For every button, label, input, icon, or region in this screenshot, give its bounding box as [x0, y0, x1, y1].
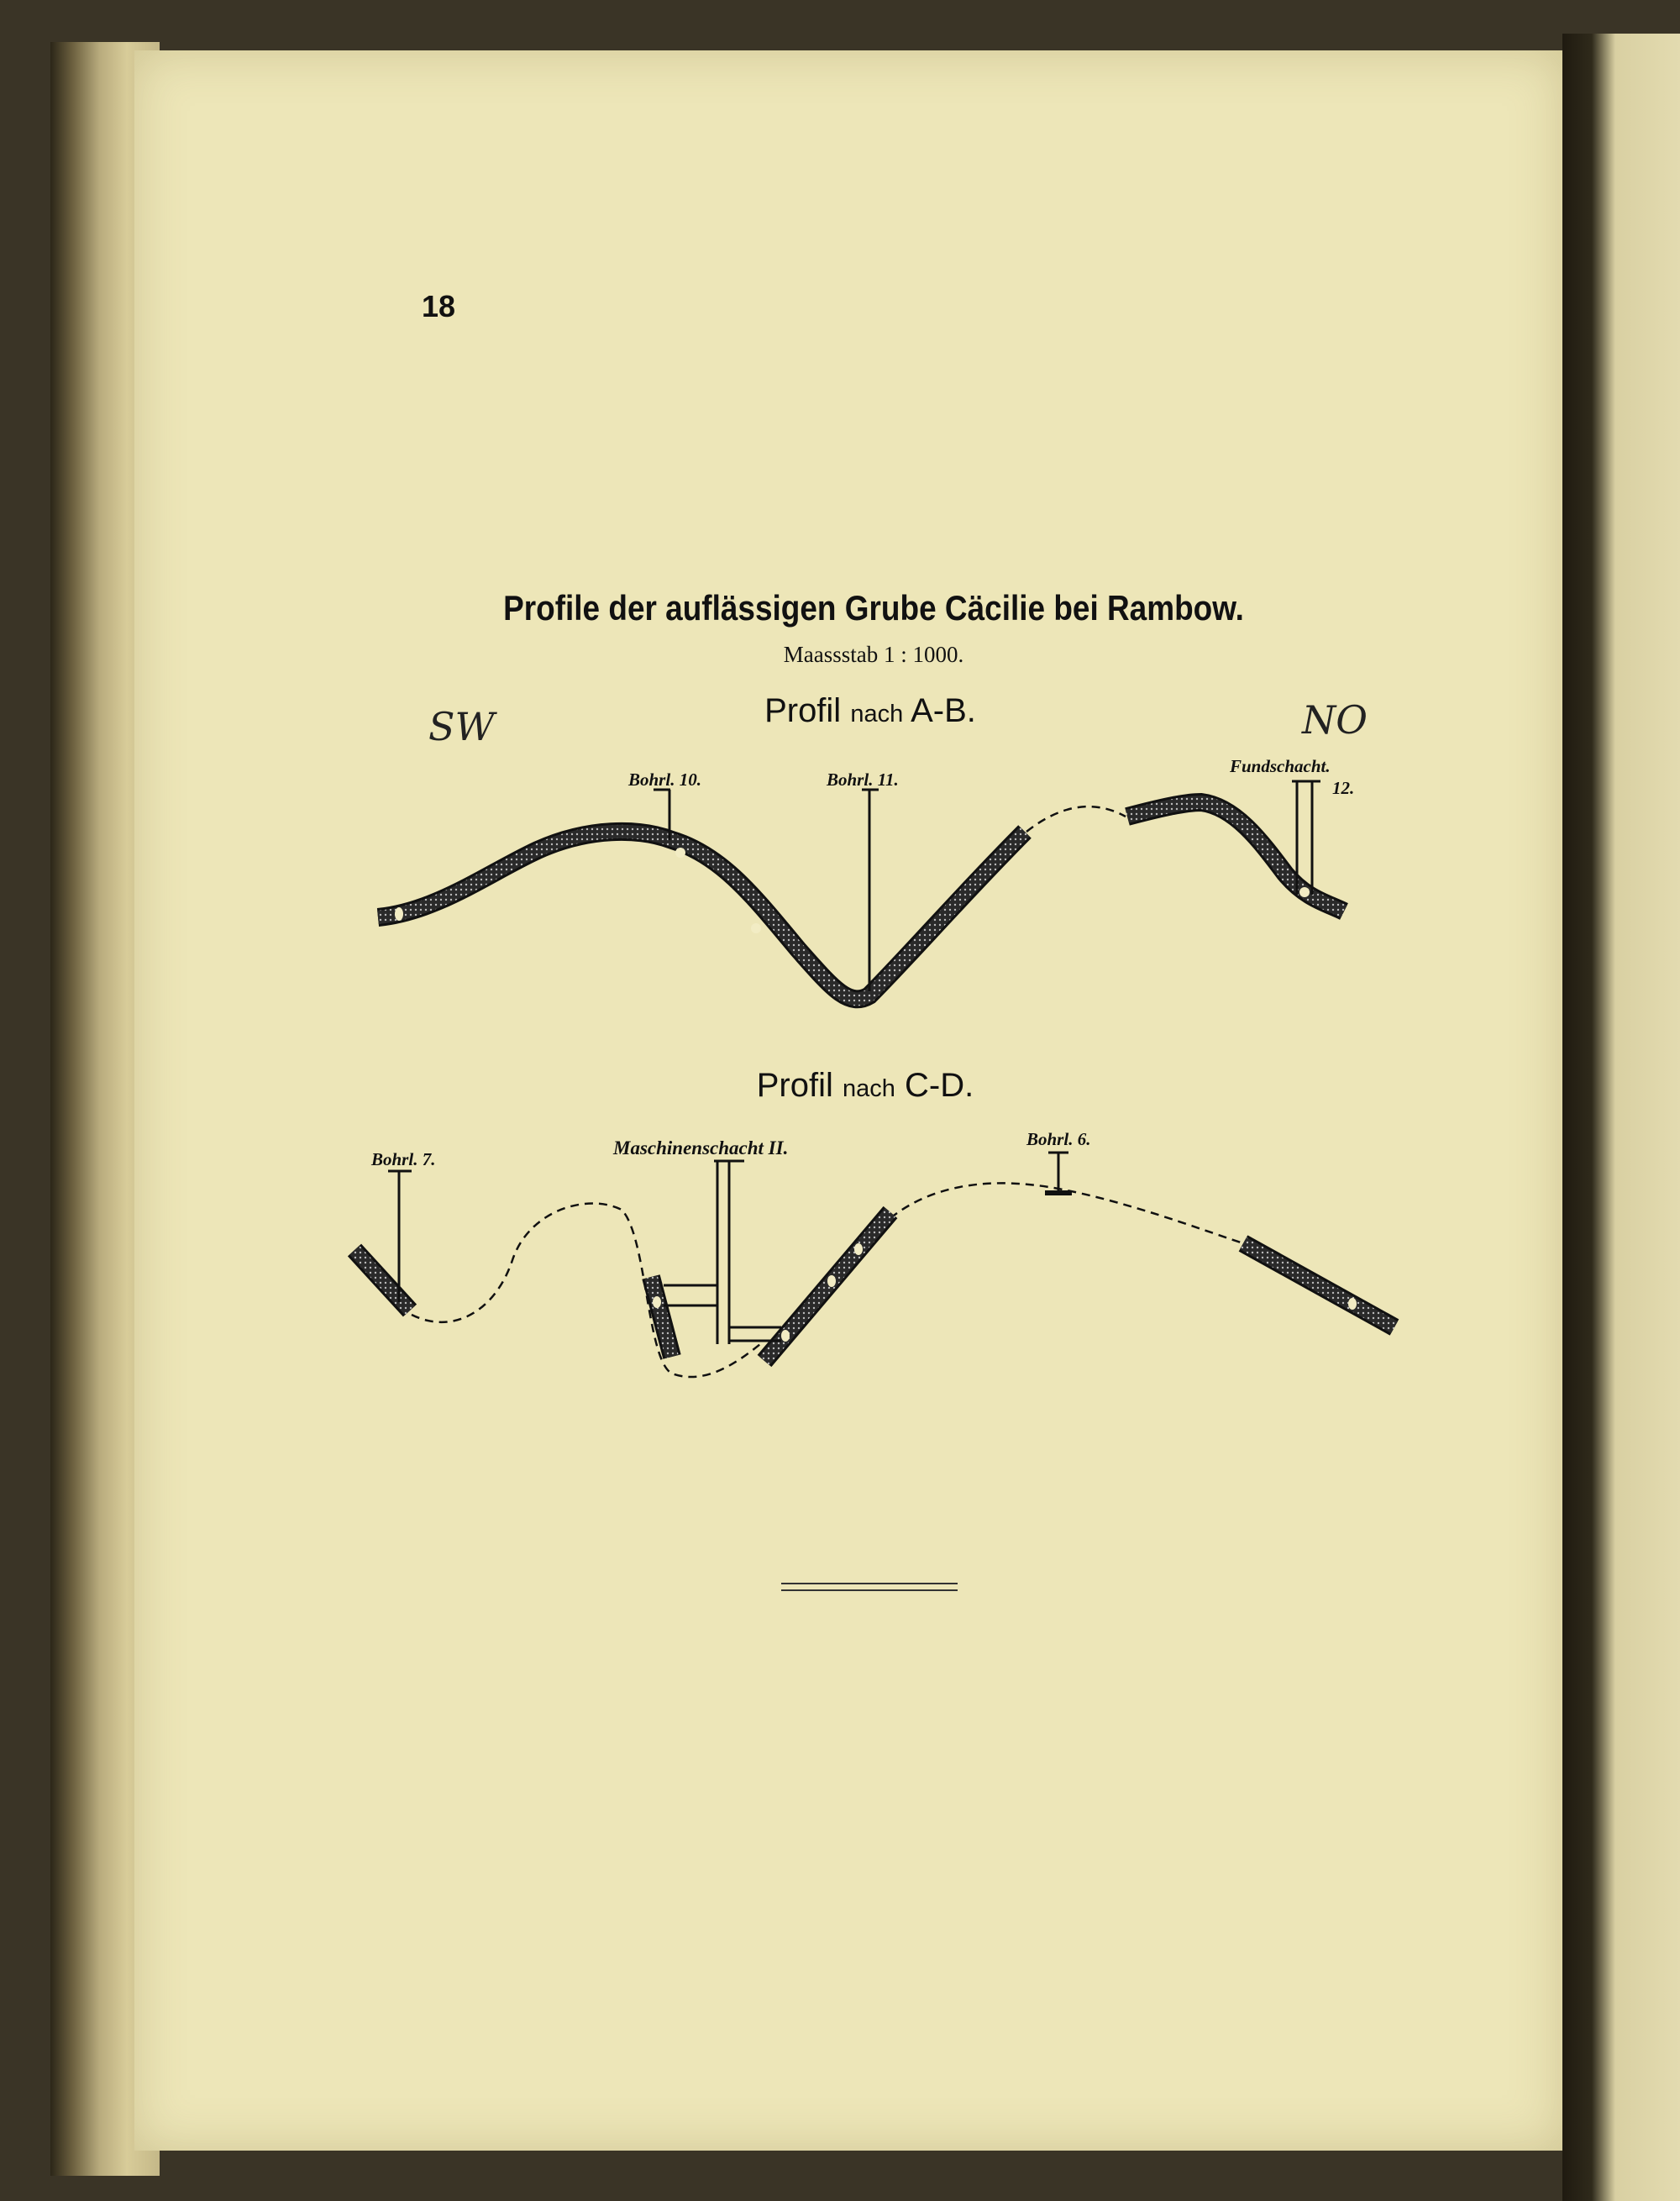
- profile-cd-seam: [354, 1183, 1394, 1377]
- profile-cd-boreholes: [388, 1153, 1072, 1344]
- label-maschinenschacht: Maschinenschacht II.: [613, 1137, 789, 1158]
- profile-cd-heading-main: Profil: [756, 1067, 833, 1104]
- label-bohrl-10: Bohrl. 10.: [628, 770, 701, 790]
- page-title: Profile der auflässigen Grube Cäcilie bei Rambow.: [503, 588, 1244, 628]
- profile-ab-heading-main: Profil: [764, 692, 842, 729]
- label-bohrl-11: Bohrl. 11.: [827, 770, 899, 790]
- handwritten-sw: SW: [428, 704, 495, 749]
- profile-ab-heading-nach: nach: [850, 701, 904, 728]
- profile-cd-heading-section: C-D.: [905, 1067, 974, 1104]
- profile-cd-heading-nach: nach: [843, 1075, 895, 1102]
- label-bohrl-6: Bohrl. 6.: [1026, 1129, 1091, 1149]
- page-number: 18: [422, 289, 456, 323]
- scale-note: Maassstab 1 : 1000.: [783, 642, 964, 667]
- label-bohrl-7: Bohrl. 7.: [371, 1149, 436, 1169]
- profile-ab-heading-section: A-B.: [911, 692, 976, 729]
- closing-double-rule: [781, 1583, 958, 1591]
- label-fundschacht-number: 12.: [1332, 778, 1355, 798]
- label-fundschacht: Fundschacht.: [1230, 756, 1331, 776]
- handwritten-no: NO: [1302, 697, 1368, 743]
- profile-ab-seam: [378, 802, 1344, 999]
